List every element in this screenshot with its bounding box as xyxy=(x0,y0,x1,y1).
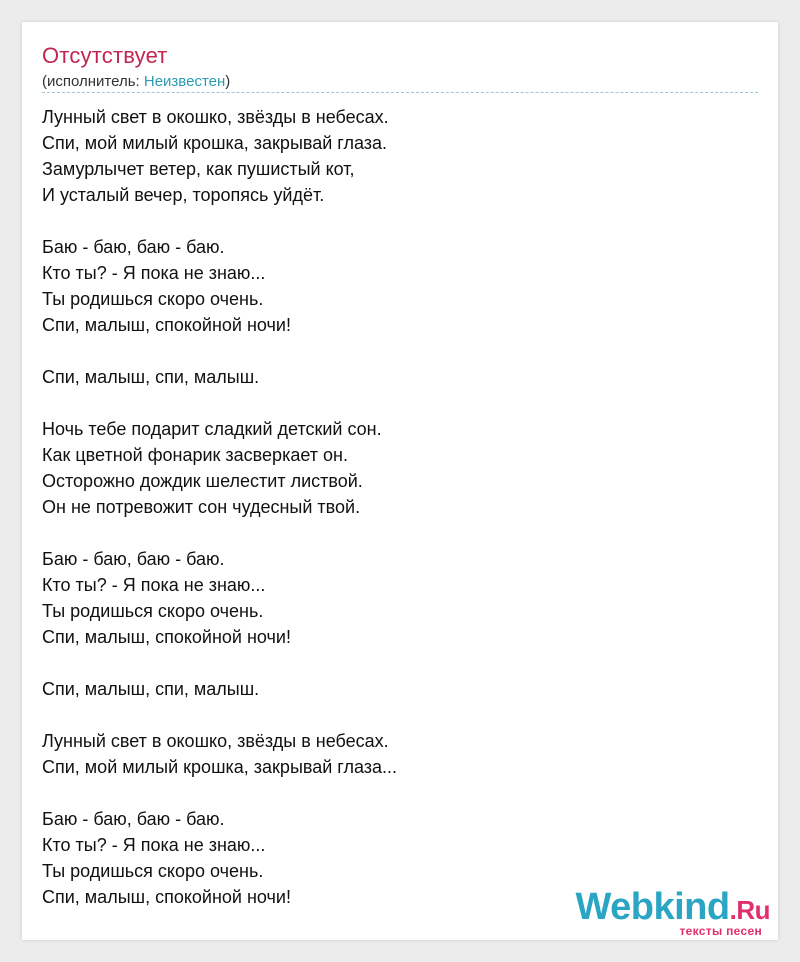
lyrics-stanza xyxy=(42,546,742,650)
lyrics-line: Ты родишься скоро очень. xyxy=(42,861,264,881)
lyrics-line: Кто ты? - Я пока не знаю... xyxy=(42,263,266,283)
lyrics-line: Замурлычет ветер, как пушистый кот, xyxy=(42,159,355,179)
lyrics-line: Лунный свет в окошко, звёзды в небесах. xyxy=(42,731,389,751)
lyrics-line: Баю - баю, баю - баю. xyxy=(42,237,225,257)
lyrics-line: Спи, мой милый крошка, закрывай глаза. xyxy=(42,133,388,153)
logo-tagline: тексты песен xyxy=(679,924,762,938)
lyrics-line: Как цветной фонарик засверкает он. xyxy=(42,445,348,465)
lyrics-line: Ночь тебе подарит сладкий детский сон. xyxy=(42,419,382,439)
lyrics-line: Спи, малыш, спи, малыш. xyxy=(42,367,260,387)
lyrics-page xyxy=(22,22,778,940)
lyrics-stanza xyxy=(42,364,742,390)
song-title: Отсутствует xyxy=(42,43,168,68)
lyrics-text xyxy=(42,104,742,936)
lyrics-line: Баю - баю, баю - баю. xyxy=(42,809,225,829)
lyrics-line: Кто ты? - Я пока не знаю... xyxy=(42,575,266,595)
lyrics-line: Кто ты? - Я пока не знаю... xyxy=(42,835,266,855)
lyrics-line: Спи, малыш, спи, малыш. xyxy=(42,679,260,699)
artist-prefix: (исполнитель: xyxy=(42,73,144,90)
logo-main-text: Webkind xyxy=(575,886,730,928)
lyrics-stanza xyxy=(42,104,742,208)
lyrics-line: Лунный свет в окошко, звёзды в небесах. xyxy=(42,107,389,127)
lyrics-line: И усталый вечер, торопясь уйдёт. xyxy=(42,185,325,205)
lyrics-line: Ты родишься скоро очень. xyxy=(42,289,264,309)
lyrics-line: Спи, малыш, спокойной ночи! xyxy=(42,627,291,647)
lyrics-line: Спи, малыш, спокойной ночи! xyxy=(42,315,291,335)
lyrics-stanza xyxy=(42,728,742,780)
lyrics-line: Баю - баю, баю - баю. xyxy=(42,549,225,569)
lyrics-line: Спи, малыш, спокойной ночи! xyxy=(42,887,291,907)
lyrics-stanza xyxy=(42,234,742,338)
artist-line xyxy=(42,73,230,90)
lyrics-stanza xyxy=(42,416,742,520)
lyrics-line: Спи, мой милый крошка, закрывай глаза... xyxy=(42,757,398,777)
artist-suffix: ) xyxy=(225,73,231,90)
lyrics-line: Он не потревожит сон чудесный твой. xyxy=(42,497,361,517)
logo-tld: .Ru xyxy=(729,895,770,925)
webkind-logo[interactable] xyxy=(550,884,770,940)
logo-wordmark xyxy=(575,886,770,929)
lyrics-line: Ты родишься скоро очень. xyxy=(42,601,264,621)
lyrics-line: Осторожно дождик шелестит листвой. xyxy=(42,471,363,491)
lyrics-stanza xyxy=(42,676,742,702)
header-divider xyxy=(42,92,758,93)
artist-link[interactable]: Неизвестен xyxy=(143,73,226,90)
